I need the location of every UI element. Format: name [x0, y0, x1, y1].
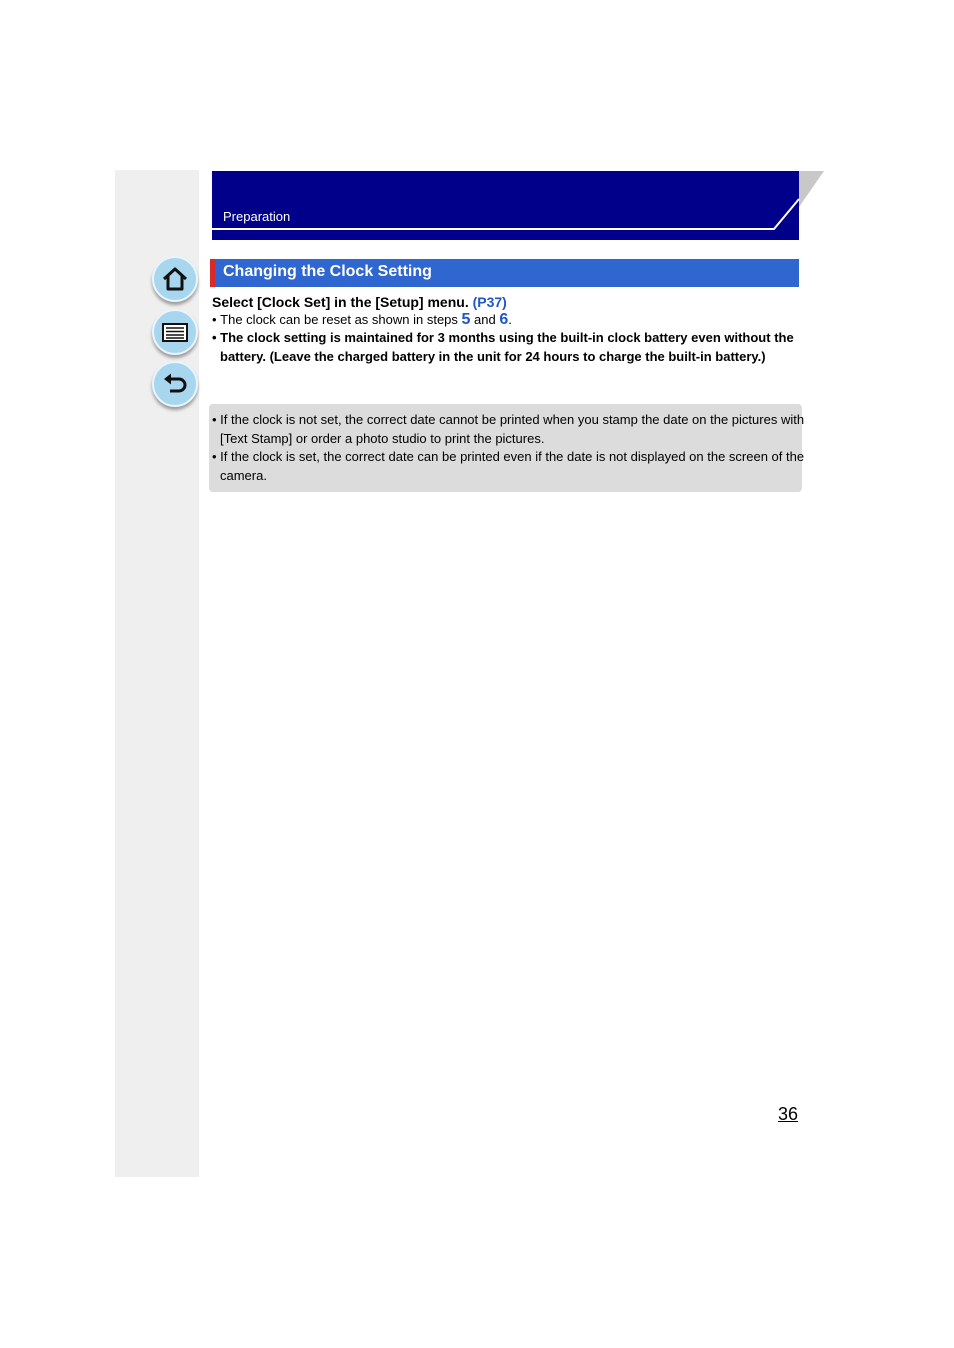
- note-item: • If the clock is not set, the correct date cannot be printed when you stamp the date on the pictures with [Text Stamp] or order a photo studio to print the pictures.: [212, 412, 805, 446]
- section-heading-bar: [210, 259, 799, 287]
- header-band: [212, 171, 799, 240]
- bullet-battery-note: • The clock setting is maintained for 3 months using the built-in clock battery even without the battery. (Leave the charged battery in the unit for 24 hours to charge the built-in battery.): [212, 330, 794, 364]
- page-number: 36: [778, 1104, 799, 1124]
- step-text: Select [Clock Set] in the [Setup] menu.: [212, 294, 469, 310]
- back-arrow-icon: [161, 370, 189, 398]
- bullet-reset-steps: • The clock can be reset as shown in steps 5 and 6.: [212, 311, 512, 328]
- home-icon: [161, 265, 189, 293]
- note-item: • If the clock is set, the correct date can be printed even if the date is not displayed on the screen of the camera.: [212, 449, 805, 483]
- back-button[interactable]: [152, 361, 198, 407]
- step-6-link[interactable]: 6: [499, 311, 509, 328]
- header-section-label: Preparation: [223, 209, 291, 224]
- page-ref-link[interactable]: (P37): [472, 294, 507, 310]
- menu-list-icon: [161, 318, 189, 346]
- step-instruction: [212, 294, 507, 310]
- menu-button[interactable]: [152, 309, 198, 355]
- home-button[interactable]: [152, 256, 198, 302]
- step-5-link[interactable]: 5: [461, 311, 471, 328]
- note-box: [209, 404, 805, 492]
- section-title: Changing the Clock Setting: [223, 263, 432, 280]
